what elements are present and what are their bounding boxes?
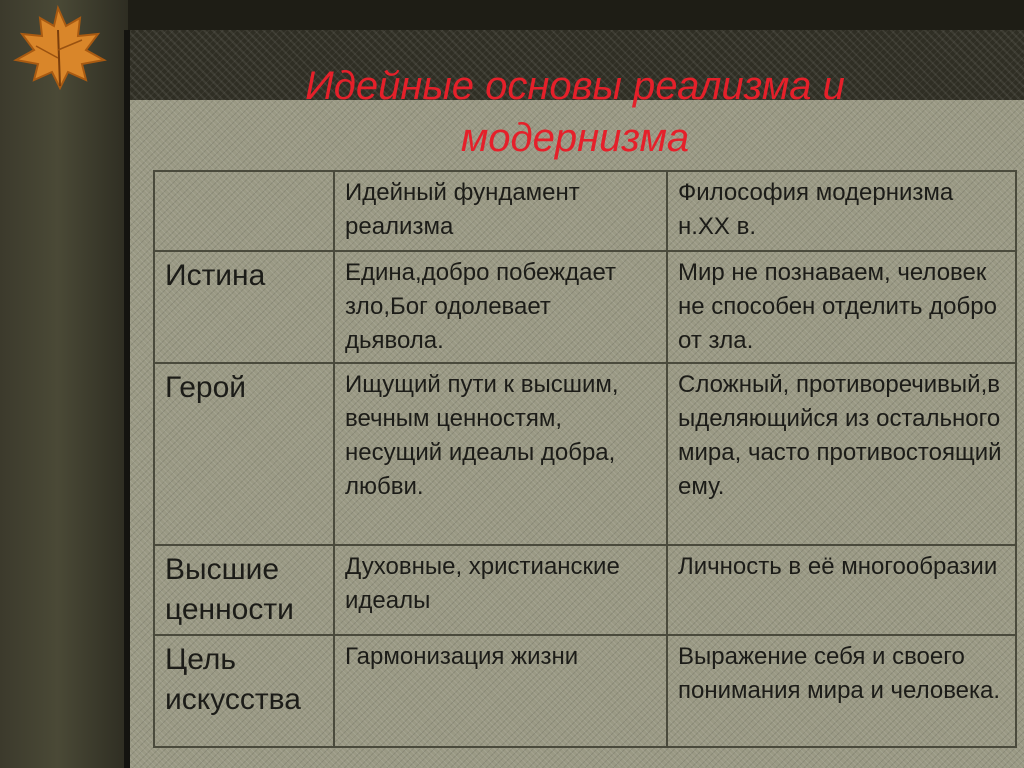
cell-modernism: Мир не познаваем, человек не способен отделить добро от зла. — [667, 251, 1016, 363]
slide-title-line-2: модернизма — [460, 116, 690, 160]
row-label-values: Высшие ценности — [154, 545, 334, 635]
table-row — [154, 635, 1016, 747]
autumn-leaf-icon — [0, 0, 118, 90]
cell-realism: Гармонизация жизни — [334, 635, 667, 747]
left-sidebar-decor — [0, 0, 128, 768]
table-row — [154, 545, 1016, 635]
cell-modernism: Личность в её многообразии — [667, 545, 1016, 635]
slide-title — [150, 60, 1000, 164]
cell-realism: Ищущий пути к высшим, вечным ценностям, несущий идеалы добра, любви. — [334, 363, 667, 545]
comparison-table — [153, 170, 1017, 748]
cell-modernism: Выражение себя и своего понимания мира и человека. — [667, 635, 1016, 747]
table-row — [154, 251, 1016, 363]
table-header-row — [154, 171, 1016, 251]
header-realism: Идейный фундамент реализма — [334, 171, 667, 251]
cell-modernism: Сложный, противоречивый,выделяющийся из остального мира, часто противостоящий ему. — [667, 363, 1016, 545]
header-modernism: Философия модернизма н.XX в. — [667, 171, 1016, 251]
cell-realism: Едина,добро побеждает зло,Бог одолевает дьявола. — [334, 251, 667, 363]
header-empty-cell — [154, 171, 334, 251]
cell-realism: Духовные, христианские идеалы — [334, 545, 667, 635]
table-row — [154, 363, 1016, 545]
row-label-art-goal: Цель искусства — [154, 635, 334, 747]
slide-border — [124, 30, 130, 768]
row-label-hero: Герой — [154, 363, 334, 545]
row-label-truth: Истина — [154, 251, 334, 363]
slide-title-line-1: Идейные основы реализма и — [305, 64, 845, 108]
